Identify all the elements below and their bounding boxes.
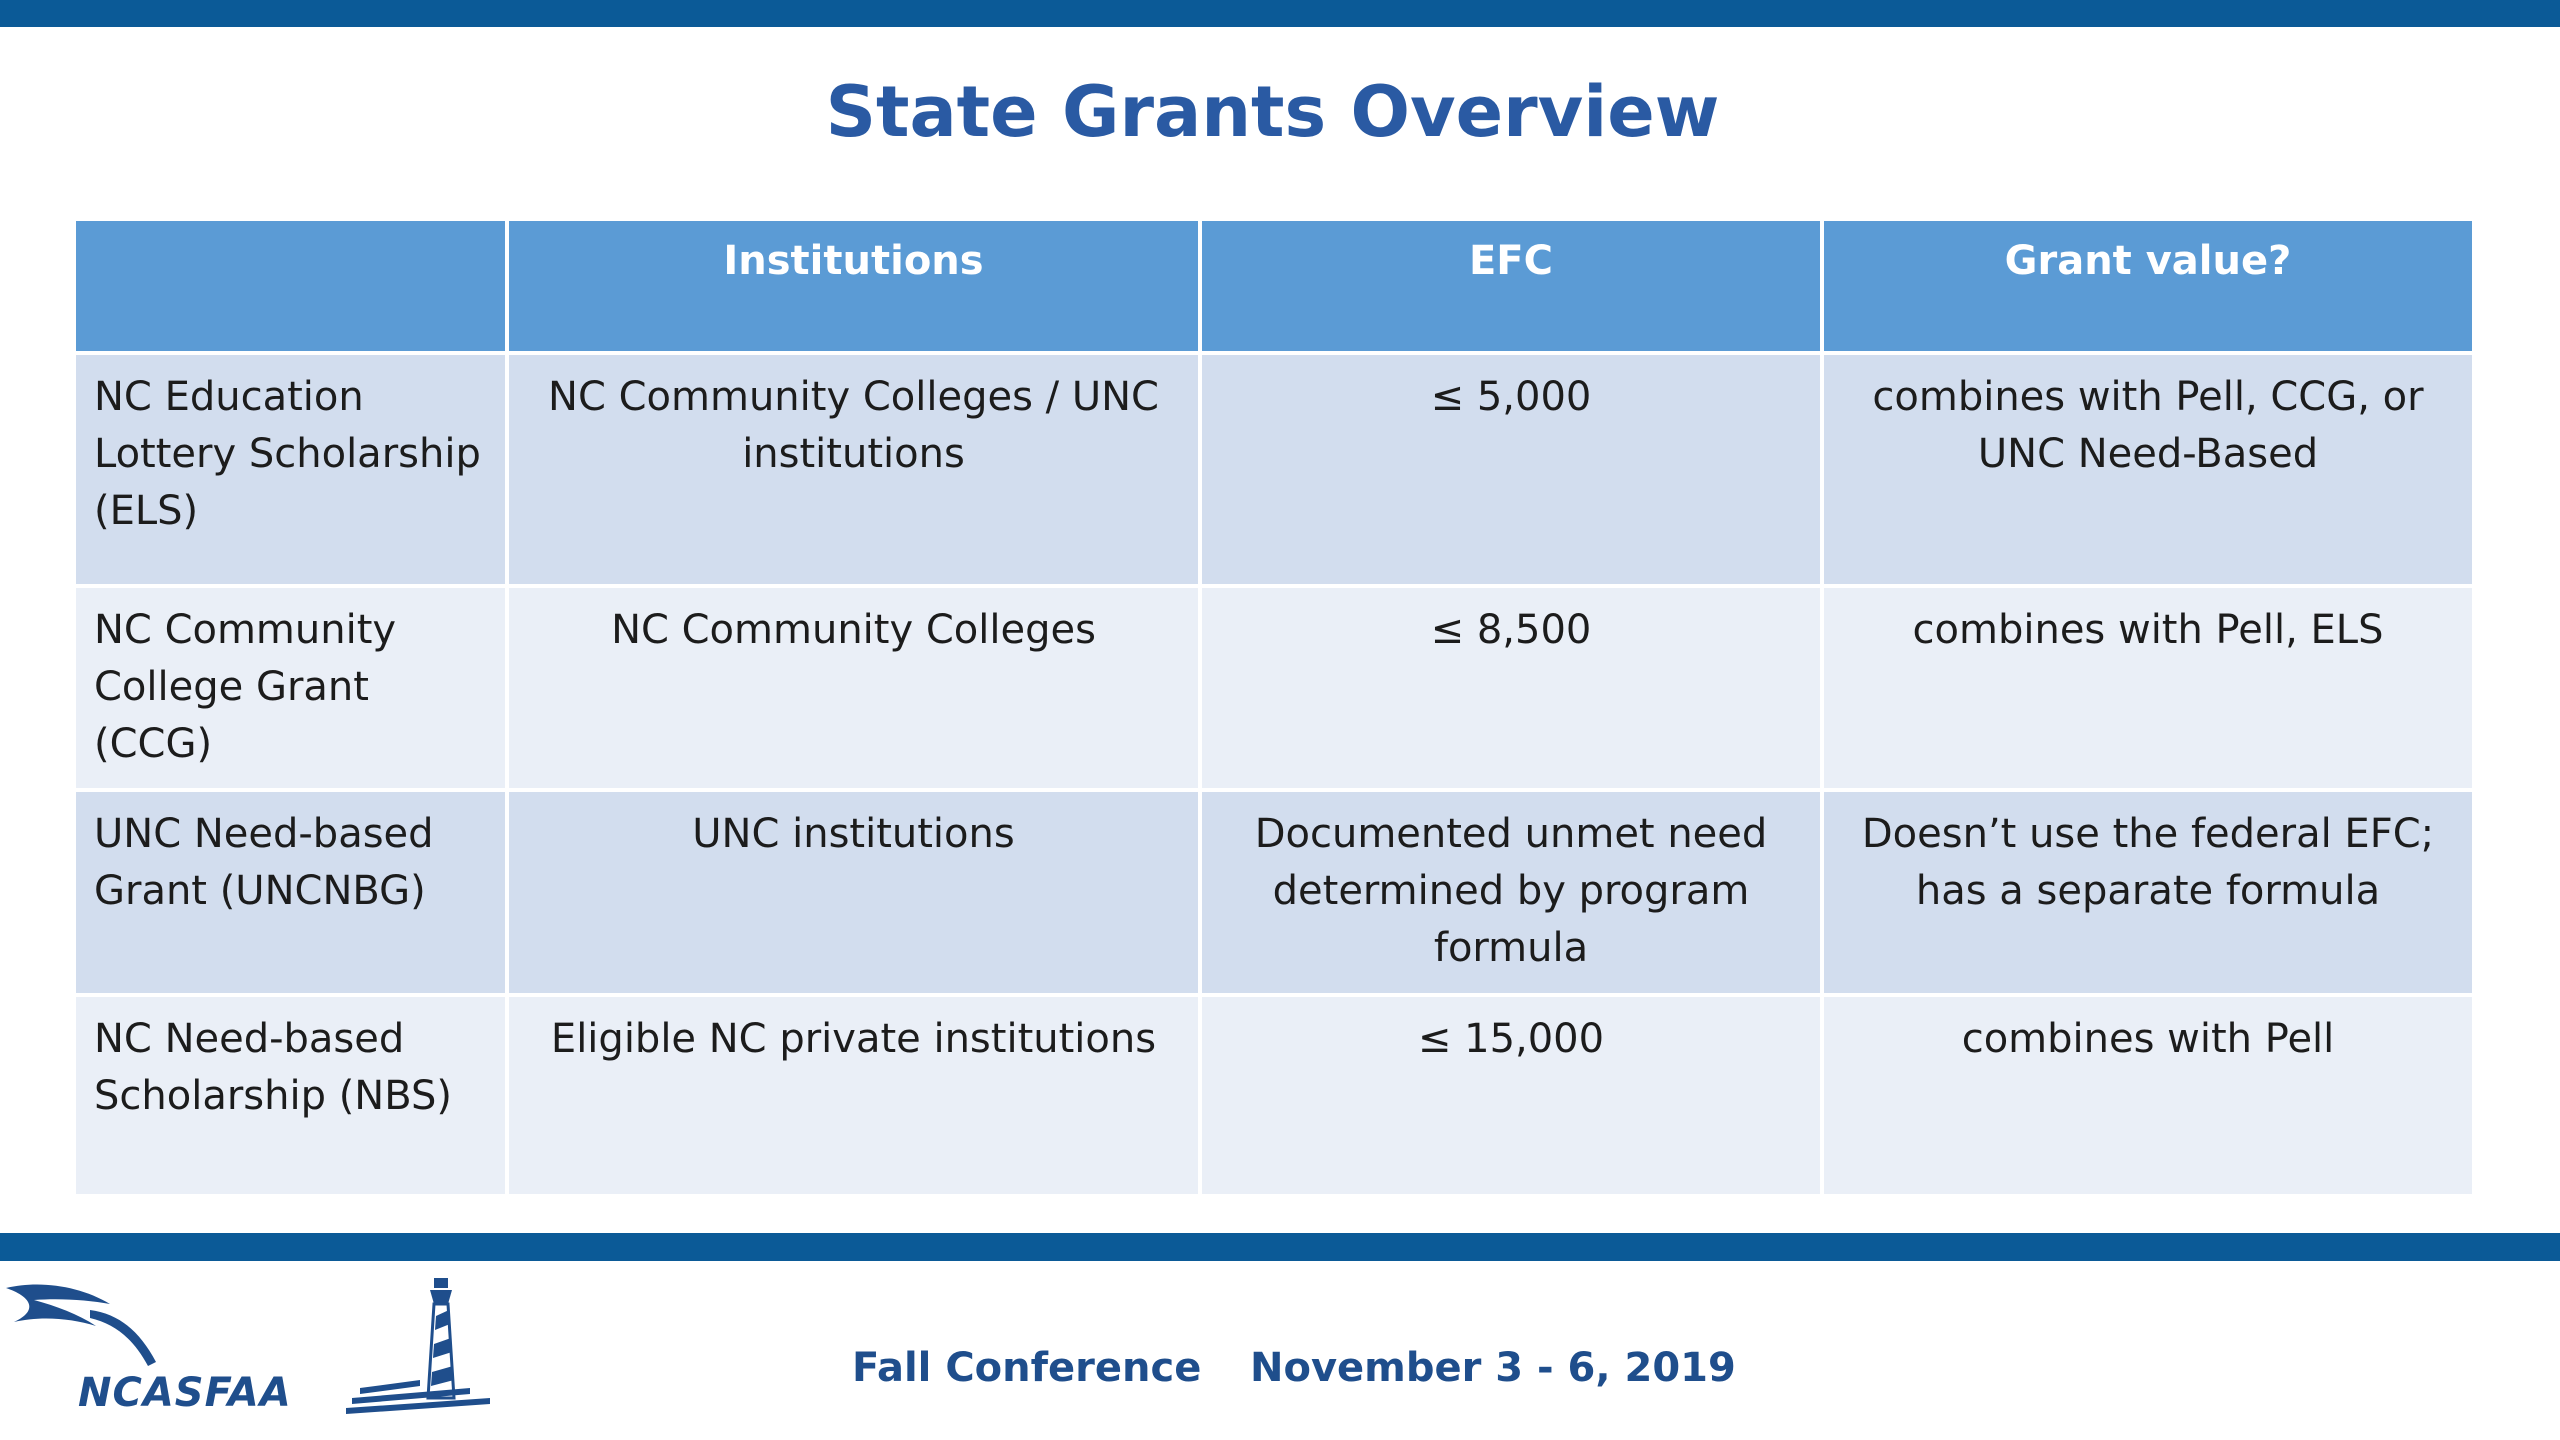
top-accent-bar — [0, 0, 2560, 27]
header-program — [74, 219, 507, 353]
table-row — [74, 995, 2474, 1196]
table-row — [74, 353, 2474, 586]
cell-program: NC Community College Grant (CCG) — [74, 586, 507, 790]
cell-grant-value: combines with Pell, ELS — [1822, 586, 2474, 790]
slide-title: State Grants Overview — [825, 71, 1720, 153]
table-header-row — [74, 219, 2474, 353]
cell-program: NC Education Lottery Scholarship (ELS) — [74, 353, 507, 586]
footer-conference: Fall Conference — [852, 1345, 1202, 1391]
cell-institutions: NC Community Colleges / UNC institutions — [507, 353, 1200, 586]
cell-efc: ≤ 15,000 — [1200, 995, 1822, 1196]
cell-efc: ≤ 5,000 — [1200, 353, 1822, 586]
cell-efc: ≤ 8,500 — [1200, 586, 1822, 790]
grants-table — [72, 217, 2476, 1198]
cell-grant-value: combines with Pell — [1822, 995, 2474, 1196]
cell-efc: Documented unmet need determined by program formula — [1200, 790, 1822, 995]
cell-grant-value: combines with Pell, CCG, or UNC Need-Based — [1822, 353, 2474, 586]
cell-program: UNC Need-based Grant (UNCNBG) — [74, 790, 507, 995]
cell-institutions: UNC institutions — [507, 790, 1200, 995]
header-efc: EFC — [1200, 219, 1822, 353]
table-row — [74, 790, 2474, 995]
table-row — [74, 586, 2474, 790]
cell-institutions: NC Community Colleges — [507, 586, 1200, 790]
bottom-accent-bar — [0, 1233, 2560, 1261]
cell-program: NC Need-based Scholarship (NBS) — [74, 995, 507, 1196]
footer-dates: November 3 - 6, 2019 — [1250, 1345, 1736, 1391]
cell-grant-value: Doesn’t use the federal EFC; has a separate formula — [1822, 790, 2474, 995]
logo-wordmark: NCASFAA — [78, 1370, 292, 1416]
header-institutions: Institutions — [507, 219, 1200, 353]
cell-institutions: Eligible NC private institutions — [507, 995, 1200, 1196]
header-grant-value: Grant value? — [1822, 219, 2474, 353]
